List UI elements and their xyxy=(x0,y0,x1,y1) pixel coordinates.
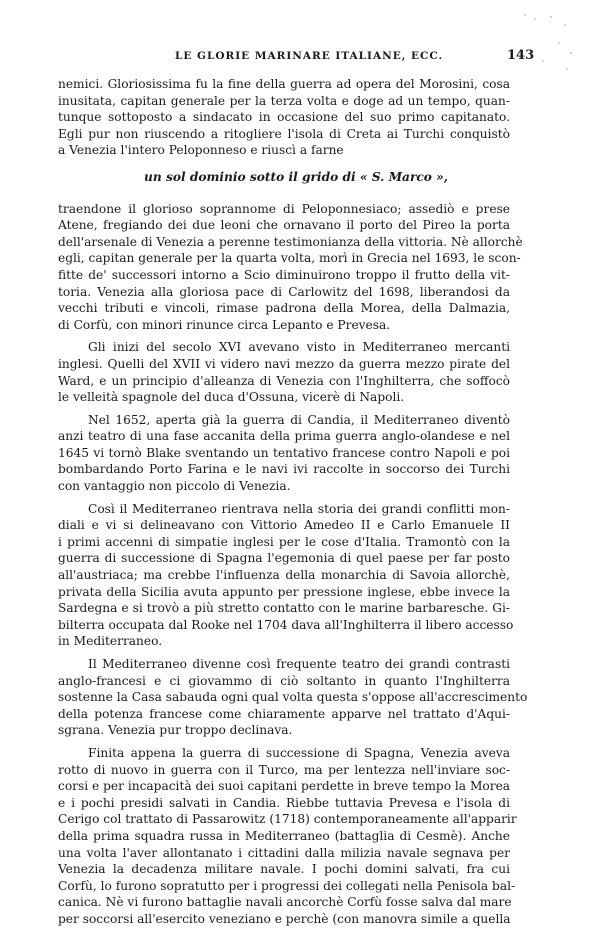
text-line: inusitata, capitan generale per la terza volta e doge ad un tempo, quan- xyxy=(58,93,510,108)
text-line: rotto di nuovo in guerra con il Turco, ma per lentezza nell'inviare soc- xyxy=(58,762,510,777)
text-line: i primi accenni di simpatie inglesi per le cose d'Italia. Tramontò con la xyxy=(58,534,510,549)
text-line: Così il Mediterraneo rientrava nella storia dei grandi conflitti mon- xyxy=(88,501,510,516)
text-line: privata della Sicilia avuta appunto per pressione inglese, ebbe invece la xyxy=(58,584,510,599)
text-line: Corfù, lo furono sopratutto per i progressi dei collegati nella Penisola bal- xyxy=(58,878,516,893)
text-line: per soccorsi all'esercito veneziano e perchè (con manovra simile a quella xyxy=(58,911,511,926)
text-line: una volta l'aver allontanato i cittadini dalla milizia navale segnava per xyxy=(58,845,510,860)
text-line: 1645 vi tornò Blake sventando un tentativo francese contro Napoli e poi xyxy=(58,445,510,460)
text-line: diali e vi si delineavano con Vittorio Amedeo II e Carlo Emanuele II xyxy=(58,518,510,533)
text-line: di Corfù, con minori rinunce circa Lepanto e Prevesa. xyxy=(58,317,391,332)
text-line: Cerigo col trattato di Passarowitz (1718) contemporaneamente all'apparir xyxy=(58,812,517,827)
text-line: all'austriaca; ma crebbe l'influenza della monarchia di Savoia allorchè, xyxy=(58,568,510,583)
text-line: della prima squadra russa in Mediterraneo (battaglia di Cesmè). Anche xyxy=(58,828,510,843)
body-text xyxy=(58,76,528,928)
text-line: Sardegna e si trovò a più stretto contatto con le marine barbaresche. Gi- xyxy=(58,601,510,616)
paragraph xyxy=(58,501,514,650)
text-line: dell'arsenale di Venezia a perenne testimonianza della vittoria. Nè allorchè xyxy=(58,234,523,249)
paragraph xyxy=(58,412,510,495)
text-line: a Venezia l'intero Peloponneso e riuscì a farne xyxy=(58,143,344,158)
text-line: Ward, e un principio d'alleanza di Venezia con l'Inghilterra, che soffocò xyxy=(58,373,510,388)
text-line: le velleità spagnole del duca d'Ossuna, vicerè di Napoli. xyxy=(58,390,405,405)
text-line: Il Mediterraneo divenne così frequente teatro dei grandi contrasti xyxy=(88,657,510,671)
text-line: in Mediterraneo. xyxy=(58,634,163,649)
text-line: bombardando Porto Farina e le navi ivi raccolte in soccorso dei Turchi xyxy=(58,462,510,477)
text-line: Finita appena la guerra di successione di Spagna, Venezia aveva xyxy=(88,745,510,760)
paragraph xyxy=(58,745,517,928)
text-line: con vantaggio non piccolo di Venezia. xyxy=(58,479,291,494)
quotation: un sol dominio sotto il grido di « S. Marco », xyxy=(144,169,449,184)
text-line: toria. Venezia alla gloriosa pace di Carlowitz del 1698, liberandosi da xyxy=(58,284,510,299)
running-title: LE GLORIE MARINARE ITALIANE, ECC. xyxy=(175,50,444,62)
text-line: canica. Nè vi furono battaglie navali ancorchè Corfù fosse salva dal mare xyxy=(58,895,512,910)
text-line: fitte de' successori intorno a Scio diminuirono troppo il frutto della vit- xyxy=(58,267,510,282)
text-line: Venezia la decadenza militare navale. I pochi domini salvati, fra cui xyxy=(58,862,510,877)
text-line: della potenza francese come chiaramente apparve nel trattato d'Aqui- xyxy=(58,706,510,721)
text-line: inglesi. Quelli del XVII vi videro navi mezzo da guerra mezzo pirate del xyxy=(58,356,510,371)
text-line: anzi teatro di una fase accanita della prima guerra anglo-olandese e nel xyxy=(58,429,510,444)
text-line: anglo-francesi e ci giovammo di ciò soltanto in quanto l'Inghilterra xyxy=(58,673,510,688)
text-line: Nel 1652, aperta già la guerra di Candia, il Mediterraneo diventò xyxy=(88,412,510,427)
text-line: traendone il glorioso soprannome di Peloponnesiaco; assediò e prese xyxy=(58,201,510,216)
text-line: sostenne la Casa sabauda ogni qual volta questa s'oppose all'accrescimento xyxy=(58,690,528,705)
paragraph xyxy=(58,339,510,405)
text-line: guerra di successione di Spagna l'egemonia di quel paese per far posto xyxy=(58,551,510,566)
text-line: e i pochi presidi salvati in Candia. Riebbe tuttavia Prevesa e l'isola di xyxy=(58,795,510,810)
scan-speckle xyxy=(520,12,580,82)
text-line: corsi e per incapacità dei suoi capitani perdette in breve tempo la Morea xyxy=(58,779,511,794)
text-line: sgrana. Venezia pur troppo declinava. xyxy=(58,723,293,738)
text-line: Atene, fregiando dei due leoni che ornavano il porto del Pireo la porta xyxy=(58,218,510,233)
text-line: tunque sottoposto a sindacato in occasione del suo primo capitanato. xyxy=(58,110,510,125)
page-number: 143 xyxy=(507,48,535,63)
paragraph xyxy=(58,656,528,739)
paragraph xyxy=(58,76,510,159)
text-line: egli, capitan generale per la quarta volta, morì in Grecia nel 1693, le scon- xyxy=(58,251,521,266)
text-line: Gli inizi del secolo XVI avevano visto in Mediterraneo mercanti xyxy=(88,340,510,355)
text-line: bilterra occupata dal Rooke nel 1704 dava all'Inghilterra il libero accesso xyxy=(58,617,514,632)
paragraph xyxy=(58,201,523,334)
text-line: nemici. Gloriosissima fu la fine della guerra ad opera del Morosini, cosa xyxy=(58,77,510,91)
text-line: Egli pur non riuscendo a ritogliere l'isola di Creta ai Turchi conquistò xyxy=(58,126,510,141)
text-line: vecchi tributi e vincoli, rimase padrona della Morea, della Dalmazia, xyxy=(58,301,510,316)
